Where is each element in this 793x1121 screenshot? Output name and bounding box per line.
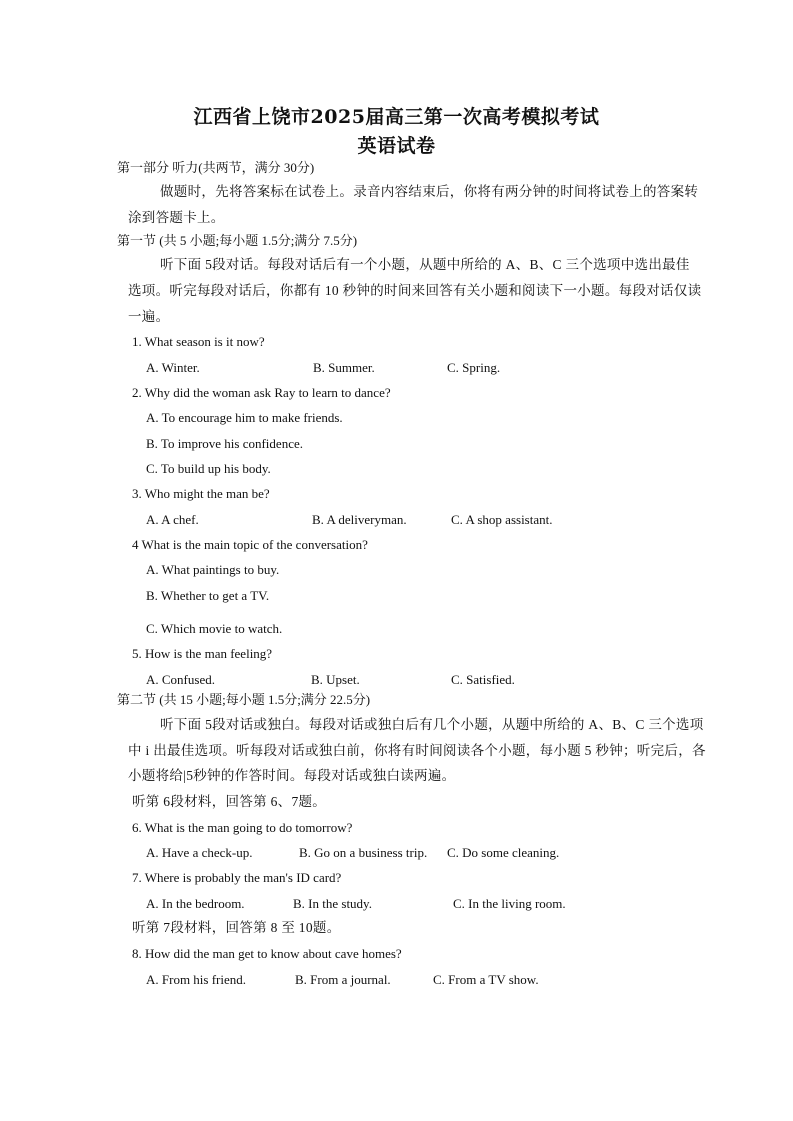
exam-title: 江西省上饶市2025届高三第一次高考模拟考试 [193, 106, 600, 128]
material-6-instruction: 听第 6段材料，回答第 6、7题。 [132, 794, 327, 809]
question-6: 6. What is the man going to do tomorrow? [132, 820, 353, 835]
option-c: C. From a TV show. [433, 972, 539, 987]
question-8: 8. How did the man get to know about cave homes? [132, 946, 402, 961]
question-2-option-a: A. To encourage him to make friends. [146, 410, 343, 425]
question-4: 4 What is the main topic of the conversation? [132, 537, 368, 552]
section1-intro-line-3: 一遍。 [128, 309, 170, 324]
question-1: 1. What season is it now? [132, 334, 265, 349]
question-4-option-b: B. Whether to get a TV. [146, 588, 270, 603]
option-a: A. Winter. [146, 360, 200, 375]
part1-heading: 第一部分 听力(共两节，满分 30分) [117, 160, 315, 175]
question-7: 7. Where is probably the man's ID card? [132, 870, 342, 885]
option-c: C. Spring. [447, 360, 501, 375]
question-4-option-c: C. Which movie to watch. [146, 621, 283, 636]
option-a: A. Confused. [146, 672, 215, 687]
option-c: C. In the living room. [453, 896, 566, 911]
question-2-option-b: B. To improve his confidence. [146, 436, 303, 451]
option-b: B. Upset. [311, 672, 360, 687]
section2-intro-line-3: 小题将给|5秒钟的作答时间。每段对话或独白读两遍。 [128, 768, 456, 783]
option-c: C. A shop assistant. [451, 512, 553, 527]
option-a: A. From his friend. [146, 972, 247, 987]
section2-heading: 第二节 (共 15 小题;每小题 1.5分;满分 22.5分) [117, 692, 371, 707]
option-b: B. In the study. [293, 896, 372, 911]
question-3: 3. Who might the man be? [132, 486, 270, 501]
section1-intro-line-1: 听下面 5段对话。每段对话后有一个小题，从题中所给的 A、B、C 三个选项中选出最佳 [160, 257, 690, 272]
section2-intro-line-1: 听下面 5段对话或独白。每段对话或独白后有几个小题，从题中所给的 A、B、C 三个选项 [160, 717, 704, 732]
option-b: B. From a journal. [295, 972, 391, 987]
option-c: C. Do some cleaning. [447, 845, 560, 860]
instructions-line-2: 涂到答题卡上。 [128, 210, 225, 225]
option-a: A. Have a check-up. [146, 845, 253, 860]
option-a: A. A chef. [146, 512, 199, 527]
exam-subtitle: 英语试卷 [357, 135, 436, 157]
option-c: C. Satisfied. [451, 672, 515, 687]
question-5: 5. How is the man feeling? [132, 646, 273, 661]
instructions-line-1: 做题时，先将答案标在试卷上。录音内容结束后，你将有两分钟的时间将试卷上的答案转 [160, 184, 699, 199]
section1-heading: 第一节 (共 5 小题;每小题 1.5分;满分 7.5分) [117, 233, 358, 248]
question-2: 2. Why did the woman ask Ray to learn to dance? [132, 385, 391, 400]
section2-intro-line-2: 中 i 出最佳选项。听每段对话或独白前，你将有时间阅读各个小题，每小题 5 秒钟；听完后，各 [128, 743, 706, 758]
option-b: B. A deliveryman. [312, 512, 407, 527]
material-7-instruction: 听第 7段材料，回答第 8 至 10题。 [132, 920, 341, 935]
question-2-option-c: C. To build up his body. [146, 461, 271, 476]
option-b: B. Go on a business trip. [299, 845, 428, 860]
option-b: B. Summer. [313, 360, 375, 375]
option-a: A. In the bedroom. [146, 896, 245, 911]
section1-intro-line-2: 选项。听完每段对话后，你都有 10 秒钟的时间来回答有关小题和阅读下一小题。每段对话仅读 [128, 283, 702, 298]
question-4-option-a: A. What paintings to buy. [146, 562, 280, 577]
